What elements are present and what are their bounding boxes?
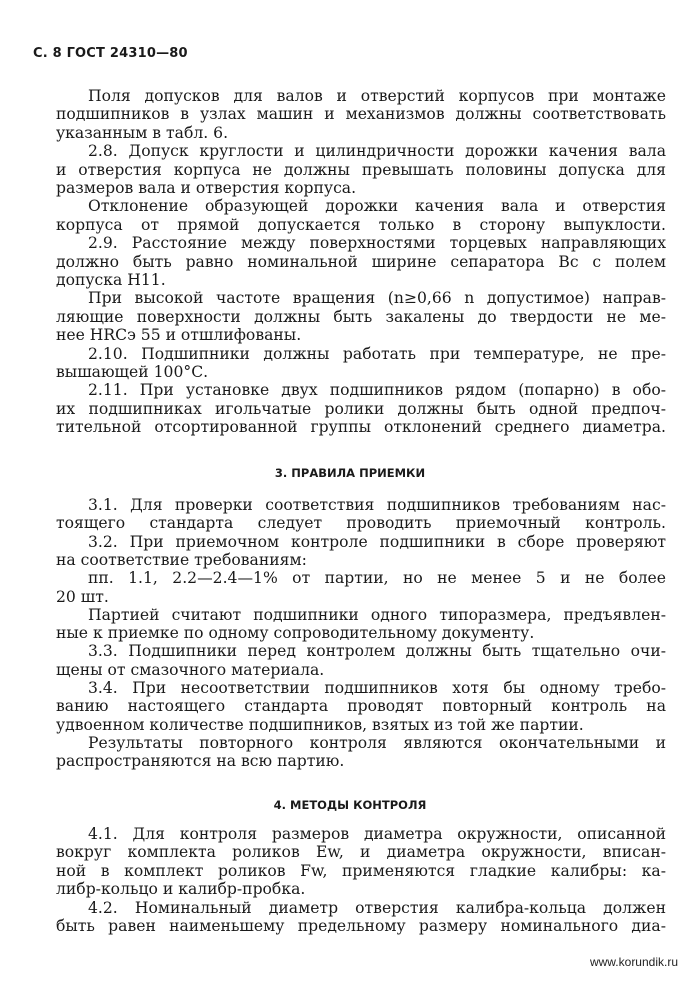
text-line: пп. 1.1, 2.2—2.4—1% от партии, но не менее 5 и не более — [88, 569, 666, 588]
text-line: допуска Н11. — [56, 271, 166, 289]
text-line: 2.11. При установке двух подшипников рядом (попарно) в обо- — [88, 381, 666, 400]
text-line: быть равен наименьшему предельному размеру номинального диа- — [56, 917, 666, 935]
text-line: указанным в табл. 6. — [56, 123, 229, 142]
text-line: Результаты повторного контроля являются окончательными и — [88, 733, 666, 752]
watermark: www.korundik.ru — [589, 955, 678, 969]
text-line: ляющие поверхности должны быть закалены до твердости не ме- — [56, 307, 666, 326]
page-header: С. 8 ГОСТ 24310—80 — [33, 46, 188, 61]
text-line: удвоенном количестве подшипников, взятых из той же партии. — [56, 715, 584, 734]
text-line: При высокой частоте вращения (n≥0,66 n допустимое) направ- — [88, 289, 666, 308]
text-line: 3.2. При приемочном контроле подшипники в сборе проверяют — [88, 532, 666, 551]
text-line: подшипников в узлах машин и механизмов должны соответствовать — [56, 105, 666, 124]
text-line: 3.1. Для проверки соответствия подшипников требованиям нас- — [88, 496, 666, 514]
text-line: ной в комплект роликов Fw, применяются гладкие калибры: ка- — [56, 861, 666, 880]
text-line: должно быть равно номинальной ширине сепаратора Bc с полем — [56, 252, 666, 271]
text-line: размеров вала и отверстия корпуса. — [56, 179, 357, 197]
text-line: Партией считают подшипники одного типоразмера, предъявлен- — [88, 605, 666, 624]
text-line: ванию настоящего стандарта проводят повторный контроль на — [56, 697, 666, 716]
text-line: вокруг комплекта роликов Ew, и диаметра окружности, вписан- — [56, 843, 666, 862]
text-line: тоящего стандарта следует проводить приемочный контроль. — [56, 514, 666, 533]
section-3-heading: 3. ПРАВИЛА ПРИЕМКИ — [274, 466, 426, 480]
text-line: тительной отсортированной группы отклонений среднего диаметра. — [56, 418, 666, 437]
text-line: 3.3. Подшипники перед контролем должны быть тщательно очи- — [88, 642, 666, 661]
text-line: либр-кольцо и калибр-пробка. — [56, 880, 306, 899]
text-line: 20 шт. — [56, 587, 109, 606]
text-line: распространяются на всю партию. — [56, 752, 345, 771]
text-line: 3.4. При несоответствии подшипников хотя бы одному требо- — [88, 679, 666, 697]
text-line: 4.2. Номинальный диаметр отверстия калибра-кольца должен — [88, 898, 666, 917]
text-line: 2.10. Подшипники должны работать при температуре, не пре- — [88, 344, 666, 363]
text-line: ные к приемке по одному сопроводительному документу. — [56, 624, 535, 643]
text-line: 2.9. Расстояние между поверхностями торцевых направляющих — [88, 234, 666, 253]
text-line: 4.1. Для контроля размеров диаметра окружности, описанной — [88, 825, 666, 843]
text-line: Поля допусков для валов и отверстий корпусов при монтаже — [88, 87, 666, 105]
text-line: вышающей 100°С. — [56, 363, 209, 381]
text-line: 2.8. Допуск круглости и цилиндричности дорожки качения вала — [88, 142, 666, 161]
section-4-heading: 4. МЕТОДЫ КОНТРОЛЯ — [273, 798, 427, 812]
text-line: нее HRCэ 55 и отшлифованы. — [56, 326, 302, 345]
text-line: их подшипниках игольчатые ролики должны быть одной предпоч- — [56, 399, 666, 418]
text-line: корпуса от прямой допускается только в сторону выпуклости. — [56, 215, 666, 234]
text-line: и отверстия корпуса не должны превышать половины допуска для — [56, 160, 666, 179]
text-line: щены от смазочного материала. — [56, 660, 325, 679]
text-line: Отклонение образующей дорожки качения вала и отверстия — [88, 197, 666, 216]
text-line: на соответствие требованиям: — [56, 550, 307, 569]
